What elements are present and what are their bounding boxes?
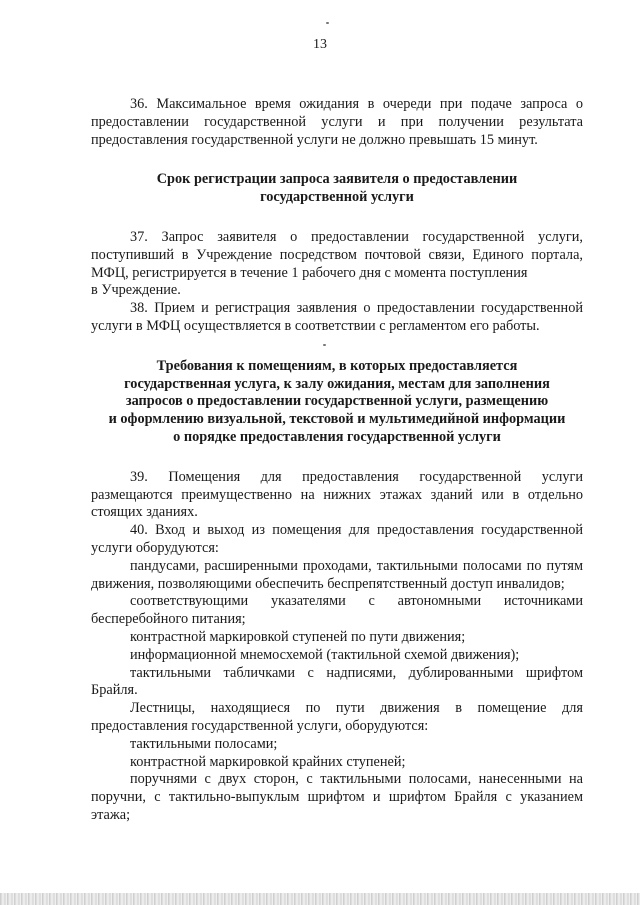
page-number: 13 — [313, 37, 327, 52]
list-item-contrast-marking: контрастной маркировкой ступеней по пути движения; — [130, 628, 466, 645]
document-body — [91, 96, 583, 825]
list-item-edge-steps: контрастной маркировкой крайних ступеней; — [130, 753, 406, 770]
list-item-tactile-strips: тактильными полосами; — [130, 735, 278, 752]
heading-line: Требования к помещениям, в которых предоставляется — [156, 357, 518, 374]
paragraph-37-tail: в Учреждение. — [91, 282, 181, 299]
heading-line: государственной услуги — [260, 189, 414, 206]
list-item-signs: соответствующими указателями с автономными источниками бесперебойного питания; — [91, 593, 583, 628]
section-heading-registration — [91, 171, 583, 207]
list-item-ramps: пандусами, расширенными проходами, тактильными полосами по путям движения, позволяющими обеспечить беспрепятственный доступ инвалидов; — [91, 557, 583, 592]
section-heading-premises — [91, 358, 583, 447]
list-item-tactile-plates: тактильными табличками с надписями, дублированными шрифтом Брайля. — [91, 664, 583, 699]
paragraph-stairs: Лестницы, находящиеся по пути движения в помещение для предоставления государственной услуги, оборудуются: — [91, 700, 583, 734]
heading-line: государственная услуга, к залу ожидания, местам для заполнения — [124, 375, 550, 392]
paragraph-40: 40. Вход и выход из помещения для предоставления государственной услуги оборудуются: — [91, 522, 583, 556]
paragraph-38: 38. Прием и регистрация заявления о предоставлении государственной услуги в МФЦ осуществляется в соответствии с регламентом его работы. — [91, 300, 583, 334]
paragraph-36: 36. Максимальное время ожидания в очереди при подаче запроса о предоставлении государственной услуги и при получении результата предоставления государственной услуги не должно превышать 15 минут. — [91, 96, 583, 148]
scan-speck — [326, 22, 329, 24]
scan-speck — [323, 344, 326, 346]
list-item-handrails: поручнями с двух сторон, с тактильными полосами, нанесенными на поручни, с тактильно-выпуклым шрифтом и шрифтом Брайля с указанием этажа; — [91, 771, 583, 823]
heading-line: запросов о предоставлении государственной услуги, размещению — [125, 393, 549, 410]
heading-line: о порядке предоставления государственной услуги — [173, 428, 501, 445]
heading-line: Срок регистрации запроса заявителя о предоставлении — [156, 171, 518, 188]
heading-line: и оформлению визуальной, текстовой и мультимедийной информации — [108, 411, 566, 428]
paragraph-37: 37. Запрос заявителя о предоставлении государственной услуги, поступивший в Учреждение посредством почтовой связи, Единого портала, МФЦ, регистрируется в течение 1 рабочего дня с момента поступления — [91, 228, 583, 281]
scan-bottom-edge — [0, 893, 640, 905]
paragraph-39: 39. Помещения для предоставления государственной услуги размещаются преимущественно на нижних этажах зданий или в отдельно стоящих зданиях. — [91, 468, 583, 521]
list-item-mnemonic-scheme: информационной мнемосхемой (тактильной схемой движения); — [130, 646, 520, 663]
